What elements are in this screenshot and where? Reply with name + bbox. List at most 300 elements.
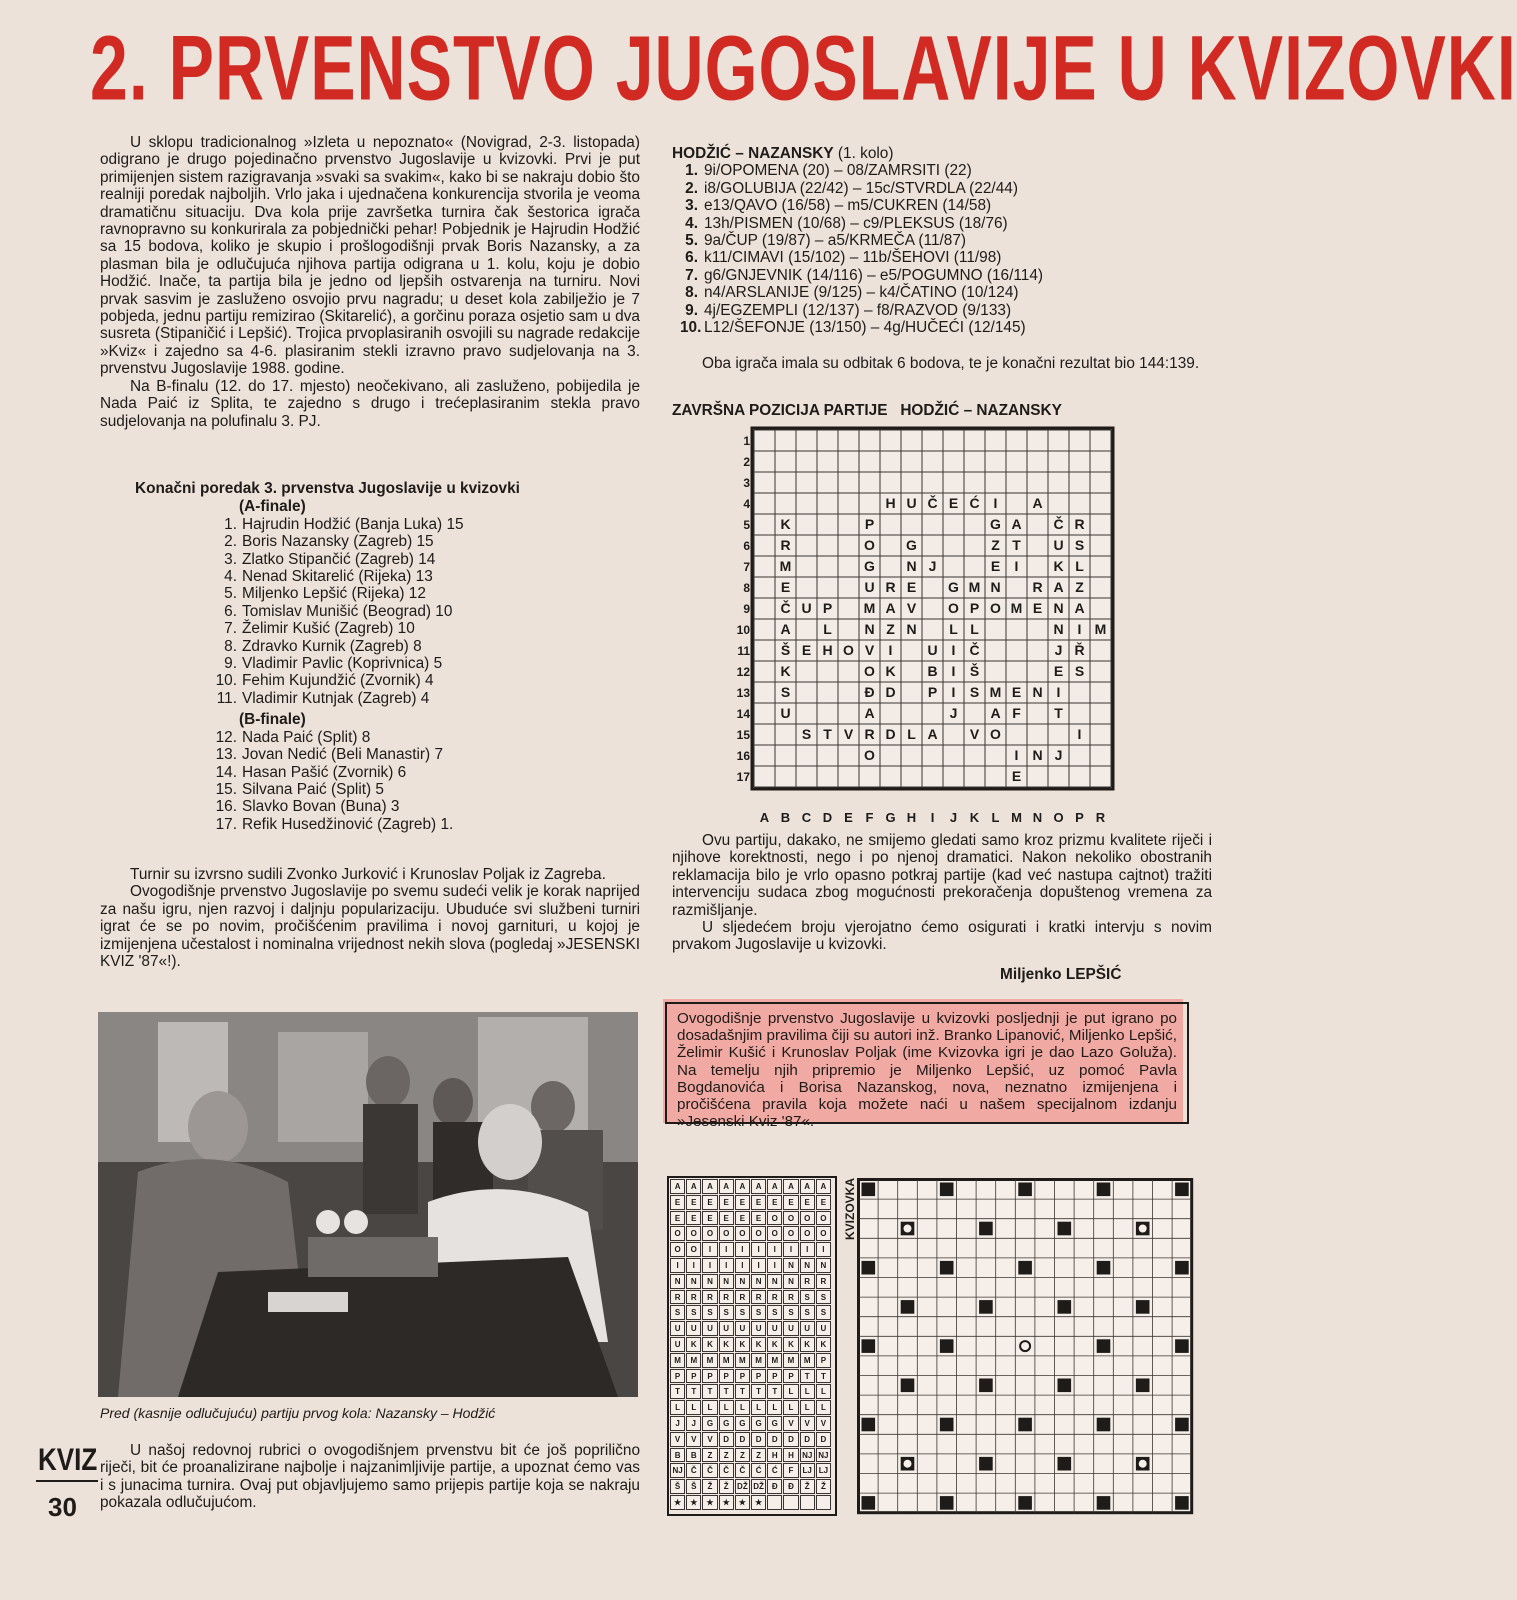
tile: D (735, 1432, 750, 1447)
move-row (680, 215, 1212, 232)
move-row-text: g6/GNJEVNIK (14/116) – e5/POGUMNO (16/114) (704, 266, 1044, 284)
tile: U (767, 1321, 782, 1336)
board-letter: G (906, 537, 917, 553)
tile: S (800, 1305, 815, 1320)
board-letter: P (864, 516, 875, 532)
tile: O (816, 1211, 831, 1226)
tile: I (719, 1242, 734, 1257)
tile: I (735, 1258, 750, 1273)
board-letter: J (1054, 747, 1063, 763)
tile: E (767, 1195, 782, 1210)
board-letter: G (990, 516, 1001, 532)
tile: A (751, 1179, 766, 1194)
board-letter: E (1011, 684, 1022, 700)
tile: R (670, 1290, 685, 1305)
tile: Š (670, 1479, 685, 1494)
tile: L (702, 1400, 717, 1415)
tile: K (816, 1337, 831, 1352)
board-letter: N (906, 558, 917, 574)
tile: I (702, 1258, 717, 1273)
tile: E (719, 1211, 734, 1226)
premium-square (1136, 1379, 1150, 1393)
standing-row-number: 15. (215, 780, 237, 798)
tile: U (816, 1321, 831, 1336)
board-letter: L (1075, 558, 1084, 574)
tile: NJ (816, 1448, 831, 1463)
board-letter: U (927, 642, 938, 658)
tile: B (670, 1448, 685, 1463)
board-letter: Z (886, 621, 895, 637)
board-column-label: C (801, 810, 812, 825)
tile: Ž (800, 1479, 815, 1494)
tile: I (767, 1242, 782, 1257)
tile: E (719, 1195, 734, 1210)
board-letter: O (864, 537, 875, 553)
board-letter: V (906, 600, 917, 616)
board-row-label: 6 (743, 539, 750, 553)
tile: P (816, 1353, 831, 1368)
board-letter: E (990, 558, 1001, 574)
tile: R (702, 1290, 717, 1305)
standing-row-number: 3. (224, 550, 237, 568)
tile: E (751, 1195, 766, 1210)
move-row (680, 267, 1212, 284)
premium-square (901, 1379, 915, 1393)
blank-board-grid (857, 1178, 1194, 1515)
premium-square (901, 1300, 915, 1314)
board-letter: Č (969, 642, 980, 658)
tile: D (800, 1432, 815, 1447)
board-column-label: H (906, 810, 917, 825)
tile: U (751, 1321, 766, 1336)
tile: T (800, 1369, 815, 1384)
board-letter: A (1011, 516, 1022, 532)
tile (767, 1495, 782, 1510)
board-letter: E (948, 495, 959, 511)
tile: O (767, 1226, 782, 1241)
tile: O (686, 1226, 701, 1241)
tile: N (767, 1274, 782, 1289)
tile: D (783, 1432, 798, 1447)
standings (135, 480, 635, 833)
standing-row-text: Nenad Skitarelić (Rijeka) 13 (242, 568, 433, 586)
tile: NJ (800, 1448, 815, 1463)
tile (783, 1495, 798, 1510)
standing-row-number: 12. (215, 728, 237, 746)
tile: N (702, 1274, 717, 1289)
match-record (672, 145, 1212, 336)
standing-row-number: 4. (224, 568, 237, 586)
tile: Ć (767, 1463, 782, 1478)
tile: T (702, 1384, 717, 1399)
tile: L (767, 1400, 782, 1415)
board-letter: H (885, 495, 896, 511)
after-paragraph-1: Turnir su izvrsno sudili Zvonko Jurković i Krunoslav Poljak iz Zagreba. (130, 866, 606, 883)
board-column-label: K (969, 810, 980, 825)
premium-square (1058, 1300, 1072, 1314)
tile: I (670, 1258, 685, 1273)
board-letter: K (780, 663, 791, 679)
tile: P (735, 1369, 750, 1384)
premium-square (1058, 1457, 1072, 1471)
standing-row-text: Vladimir Kutnjak (Zagreb) 4 (242, 689, 430, 707)
board-letter: Đ (864, 684, 875, 700)
board-letter: Ř (1074, 642, 1085, 658)
board-letter: K (780, 516, 791, 532)
board-column-label: I (930, 810, 935, 825)
tile: S (719, 1305, 734, 1320)
board-letter: E (801, 642, 812, 658)
standing-row-number: 13. (215, 746, 237, 764)
board-letter: I (993, 495, 998, 511)
tile: K (702, 1337, 717, 1352)
board-column-label: N (1032, 810, 1043, 825)
intro-text (100, 134, 640, 430)
board-letter: I (888, 642, 893, 658)
premium-square (1097, 1418, 1111, 1432)
board-row-label: 11 (737, 644, 750, 658)
move-row-number: 1. (685, 162, 698, 180)
tile: L (816, 1384, 831, 1399)
board-letter: L (949, 621, 958, 637)
standing-row-text: Boris Nazansky (Zagreb) 15 (242, 533, 434, 551)
tile: D (751, 1432, 766, 1447)
board-letter: P (969, 600, 980, 616)
tile: DŽ (735, 1479, 750, 1494)
board-letter: I (1014, 747, 1019, 763)
tile: S (816, 1290, 831, 1305)
tile: O (800, 1226, 815, 1241)
board-letter: N (1053, 600, 1064, 616)
tile: E (735, 1195, 750, 1210)
premium-square (1097, 1339, 1111, 1353)
tile: N (783, 1258, 798, 1273)
tile: T (670, 1384, 685, 1399)
tile: R (816, 1274, 831, 1289)
tile: D (816, 1432, 831, 1447)
premium-square (1018, 1496, 1032, 1510)
tile: K (719, 1337, 734, 1352)
board-letter: N (990, 579, 1001, 595)
standing-row-text: Hasan Pašić (Zvornik) 6 (242, 763, 407, 781)
board-letter: U (864, 579, 875, 595)
board-letter: M (1010, 600, 1023, 616)
board-letter: S (969, 684, 980, 700)
tile: K (735, 1337, 750, 1352)
standing-row-text: Zlatko Stipančić (Zagreb) 14 (242, 550, 436, 568)
tile: E (800, 1195, 815, 1210)
tile: I (767, 1258, 782, 1273)
move-row (680, 180, 1212, 197)
tile: O (702, 1226, 717, 1241)
standing-row-number: 10. (215, 672, 237, 690)
tile: U (702, 1321, 717, 1336)
move-row (680, 232, 1212, 249)
tile: ★ (686, 1495, 701, 1510)
board-letter: A (1032, 495, 1043, 511)
premium-square (1175, 1183, 1189, 1197)
tile: M (751, 1353, 766, 1368)
a-final-list (135, 516, 635, 707)
board-letter: I (1014, 558, 1019, 574)
photo-illustration (98, 1012, 638, 1397)
tile: A (816, 1179, 831, 1194)
tile: M (702, 1353, 717, 1368)
board-column-label: P (1075, 810, 1084, 825)
tile: A (735, 1179, 750, 1194)
tile: R (751, 1290, 766, 1305)
premium-square (1058, 1222, 1072, 1236)
board-letter: G (864, 558, 875, 574)
premium-square (940, 1418, 954, 1432)
tile: V (702, 1432, 717, 1447)
tile: K (767, 1337, 782, 1352)
tile: M (719, 1353, 734, 1368)
tile: L (816, 1400, 831, 1415)
tile: U (783, 1321, 798, 1336)
tile: O (686, 1242, 701, 1257)
tile: L (751, 1400, 766, 1415)
board-letter: L (907, 726, 916, 742)
board-letter: U (906, 495, 917, 511)
board-letter: U (780, 705, 791, 721)
tile: P (767, 1369, 782, 1384)
standing-row (213, 585, 635, 602)
note-text: Ovogodišnje prvenstvo Jugoslavije u kvizovki posljednji je put igrano po dosadašnjim pravilima čiji su autori inž. Branko Lipanović, Miljenko Lepšić, Želimir Kušić i Krunoslav Poljak (ime Kvizovka igri je dao Lazo Goluža). Na temelju njih pripremio je Miljenko Lepšić, uz pomoć Pavla Bogdanovića i Borisa Nazanskog, nova, neznatno izmijenjena i pročišćena pravila koja možete naći u našem specijalnom izdanju »Jesenski Kviz '87«. (677, 1010, 1177, 1131)
board-letter: S (1074, 537, 1085, 553)
board-letter: J (949, 705, 958, 721)
board-column-label: L (991, 810, 1000, 825)
tile: S (767, 1305, 782, 1320)
tile: Z (702, 1448, 717, 1463)
tile: O (670, 1242, 685, 1257)
board-letter: Z (991, 537, 1000, 553)
standing-row-text: Jovan Nedić (Beli Manastir) 7 (242, 746, 444, 764)
tournament-photo (98, 1012, 638, 1397)
standing-row (213, 516, 635, 533)
position-title: ZAVRŠNA POZICIJA PARTIJE HODŽIĆ – NAZANSKY (672, 402, 1062, 419)
intro-paragraph-2: Na B-finalu (12. do 17. mjesto) neočekivano, ali zasluženo, pobijedila je Nada Paić iz Splita, te zajedno s drugo i trećeplasiranim stekla pravo sudjelovanja na polufinalu 3. PJ. (100, 377, 640, 430)
tile: R (686, 1290, 701, 1305)
move-row-text: i8/GOLUBIJA (22/42) – 15c/STVRDLA (22/44) (704, 179, 1018, 197)
a-final-label: (A-finale) (239, 498, 306, 516)
move-row-number: 9. (685, 301, 698, 319)
board-column-label: B (780, 810, 791, 825)
board-letter: I (1056, 684, 1061, 700)
tile: E (702, 1195, 717, 1210)
tile: S (702, 1305, 717, 1320)
tile: O (751, 1226, 766, 1241)
board-letter: Č (780, 600, 791, 616)
board-letter: O (948, 600, 959, 616)
board-letter: Š (969, 663, 980, 679)
tile: I (735, 1242, 750, 1257)
tile: M (735, 1353, 750, 1368)
board-row-label: 2 (743, 455, 750, 469)
blank-board (857, 1178, 1194, 1520)
tile-set (667, 1176, 837, 1516)
tile: P (719, 1369, 734, 1384)
tile: O (783, 1226, 798, 1241)
board-row-label: 16 (736, 749, 750, 763)
rules-note-box (665, 1002, 1193, 1130)
photo-caption: Pred (kasnije odlučujuću) partiju prvog kola: Nazansky – Hodžić (100, 1405, 496, 1421)
footer-paragraph: U našoj redovnoj rubrici o ovogodišnjem prvenstvu bit će još poprilično riječi, bit će proanalizirane najbolje i najzanimljivije partije, a upoznat ćemo vas i s junacima turnira. Ovaj put objavljujemo samo prijepis partije koja se nakraju pokazala odlučujućom. (100, 1442, 640, 1512)
board-row-label: 7 (743, 560, 750, 574)
tile: I (783, 1242, 798, 1257)
move-row (680, 249, 1212, 266)
tile: Ž (702, 1479, 717, 1494)
board-letter: M (989, 684, 1002, 700)
board-letter: V (864, 642, 875, 658)
tile: P (783, 1369, 798, 1384)
move-row-text: 9i/OPOMENA (20) – 08/ZAMRSITI (22) (704, 162, 972, 180)
tile: P (670, 1369, 685, 1384)
tile: M (670, 1353, 685, 1368)
standing-row-text: Želimir Kušić (Zagreb) 10 (242, 620, 415, 638)
page-number: 30 (48, 1492, 77, 1522)
board-row-label: 14 (736, 707, 750, 721)
board-letter: T (823, 726, 832, 742)
board-letter: K (1053, 558, 1064, 574)
board-letter: A (780, 621, 791, 637)
board-letter: N (1053, 621, 1064, 637)
board-letter: A (1053, 579, 1064, 595)
standing-row-number: 2. (224, 533, 237, 551)
standing-row (213, 746, 635, 763)
tile: H (767, 1448, 782, 1463)
b-final-list (135, 729, 635, 833)
tile: Ž (719, 1479, 734, 1494)
board-letter: N (906, 621, 917, 637)
tile: E (751, 1211, 766, 1226)
move-row-number: 6. (685, 249, 698, 267)
tile: ★ (702, 1495, 717, 1510)
board-letter: E (906, 579, 917, 595)
after-text (100, 866, 640, 970)
tile: G (735, 1416, 750, 1431)
tile: Š (686, 1479, 701, 1494)
board-letter: N (864, 621, 875, 637)
tile: I (816, 1242, 831, 1257)
standing-row (213, 764, 635, 781)
tile: M (783, 1353, 798, 1368)
move-row-number: 7. (685, 266, 698, 284)
board-letter: R (885, 579, 896, 595)
tile: J (670, 1416, 685, 1431)
board-letter: I (951, 642, 956, 658)
tile: R (800, 1274, 815, 1289)
standing-row-text: Nada Paić (Split) 8 (242, 728, 371, 746)
standing-row-number: 14. (215, 763, 237, 781)
tile: L (670, 1400, 685, 1415)
tile: I (719, 1258, 734, 1273)
board-letter: S (801, 726, 812, 742)
board-letter: V (843, 726, 854, 742)
tile: Đ (783, 1479, 798, 1494)
board-letter: U (1053, 537, 1064, 553)
tile: M (800, 1353, 815, 1368)
board-letter: U (801, 600, 812, 616)
tile: T (719, 1384, 734, 1399)
board-row-label: 4 (743, 497, 750, 511)
board-row-label: 3 (743, 476, 750, 490)
closing-paragraph-2: U sljedećem broju vjerojatno ćemo osigurati i kratki intervju s novim prvakom Jugoslavije u kvizovki. (672, 919, 1212, 954)
board-letter: A (864, 705, 875, 721)
tile: LJ (816, 1463, 831, 1478)
board-letter: N (1032, 747, 1043, 763)
tile: P (702, 1369, 717, 1384)
standings-heading: Konačni poredak 3. prvenstva Jugoslavije u kvizovki (135, 480, 520, 497)
board-column-label: D (822, 810, 833, 825)
move-row-number: 10. (680, 319, 702, 337)
tile: T (735, 1384, 750, 1399)
standing-row-number: 1. (224, 515, 237, 533)
board-letter: I (951, 684, 956, 700)
board-row-label: 15 (736, 728, 750, 742)
board-letter: F (1012, 705, 1021, 721)
standing-row (213, 655, 635, 672)
match-title: HODŽIĆ – NAZANSKY (672, 145, 834, 162)
tile: G (767, 1416, 782, 1431)
tile: E (670, 1195, 685, 1210)
tile: I (702, 1242, 717, 1257)
standing-row (213, 603, 635, 620)
tile: N (670, 1274, 685, 1289)
board-letter: M (968, 579, 981, 595)
tile: E (735, 1211, 750, 1226)
standing-row-text: Miljenko Lepšić (Rijeka) 12 (242, 585, 426, 603)
tile: Z (751, 1448, 766, 1463)
move-row (680, 197, 1212, 214)
closing-text (672, 832, 1212, 954)
board-letter: D (885, 684, 896, 700)
tile: I (800, 1242, 815, 1257)
premium-square (862, 1339, 876, 1353)
board-letter: N (1032, 684, 1043, 700)
tile: O (816, 1226, 831, 1241)
tile: O (670, 1226, 685, 1241)
standing-row (213, 690, 635, 707)
board-letter: E (1011, 768, 1022, 784)
tile: NJ (670, 1463, 685, 1478)
tile: LJ (800, 1463, 815, 1478)
board-row-label: 1 (743, 434, 750, 448)
tile: S (686, 1305, 701, 1320)
board-column-label: O (1053, 810, 1064, 825)
board-letter: O (843, 642, 854, 658)
standing-row (213, 551, 635, 568)
premium-square (1018, 1183, 1032, 1197)
board-column-label: E (844, 810, 853, 825)
tile: O (735, 1226, 750, 1241)
tile: Ž (816, 1479, 831, 1494)
tile: S (751, 1305, 766, 1320)
board-letter: E (1053, 663, 1064, 679)
tile: A (686, 1179, 701, 1194)
standing-row (213, 638, 635, 655)
tile: DŽ (751, 1479, 766, 1494)
premium-square (979, 1457, 993, 1471)
result-text (672, 355, 1212, 372)
tile: L (800, 1384, 815, 1399)
tile: M (686, 1353, 701, 1368)
move-row-text: k11/CIMAVI (15/102) – 11b/ŠEHOVI (11/98) (704, 249, 1002, 267)
board-letter: M (863, 600, 876, 616)
tile: P (686, 1369, 701, 1384)
tile: S (735, 1305, 750, 1320)
move-list (672, 162, 1212, 336)
